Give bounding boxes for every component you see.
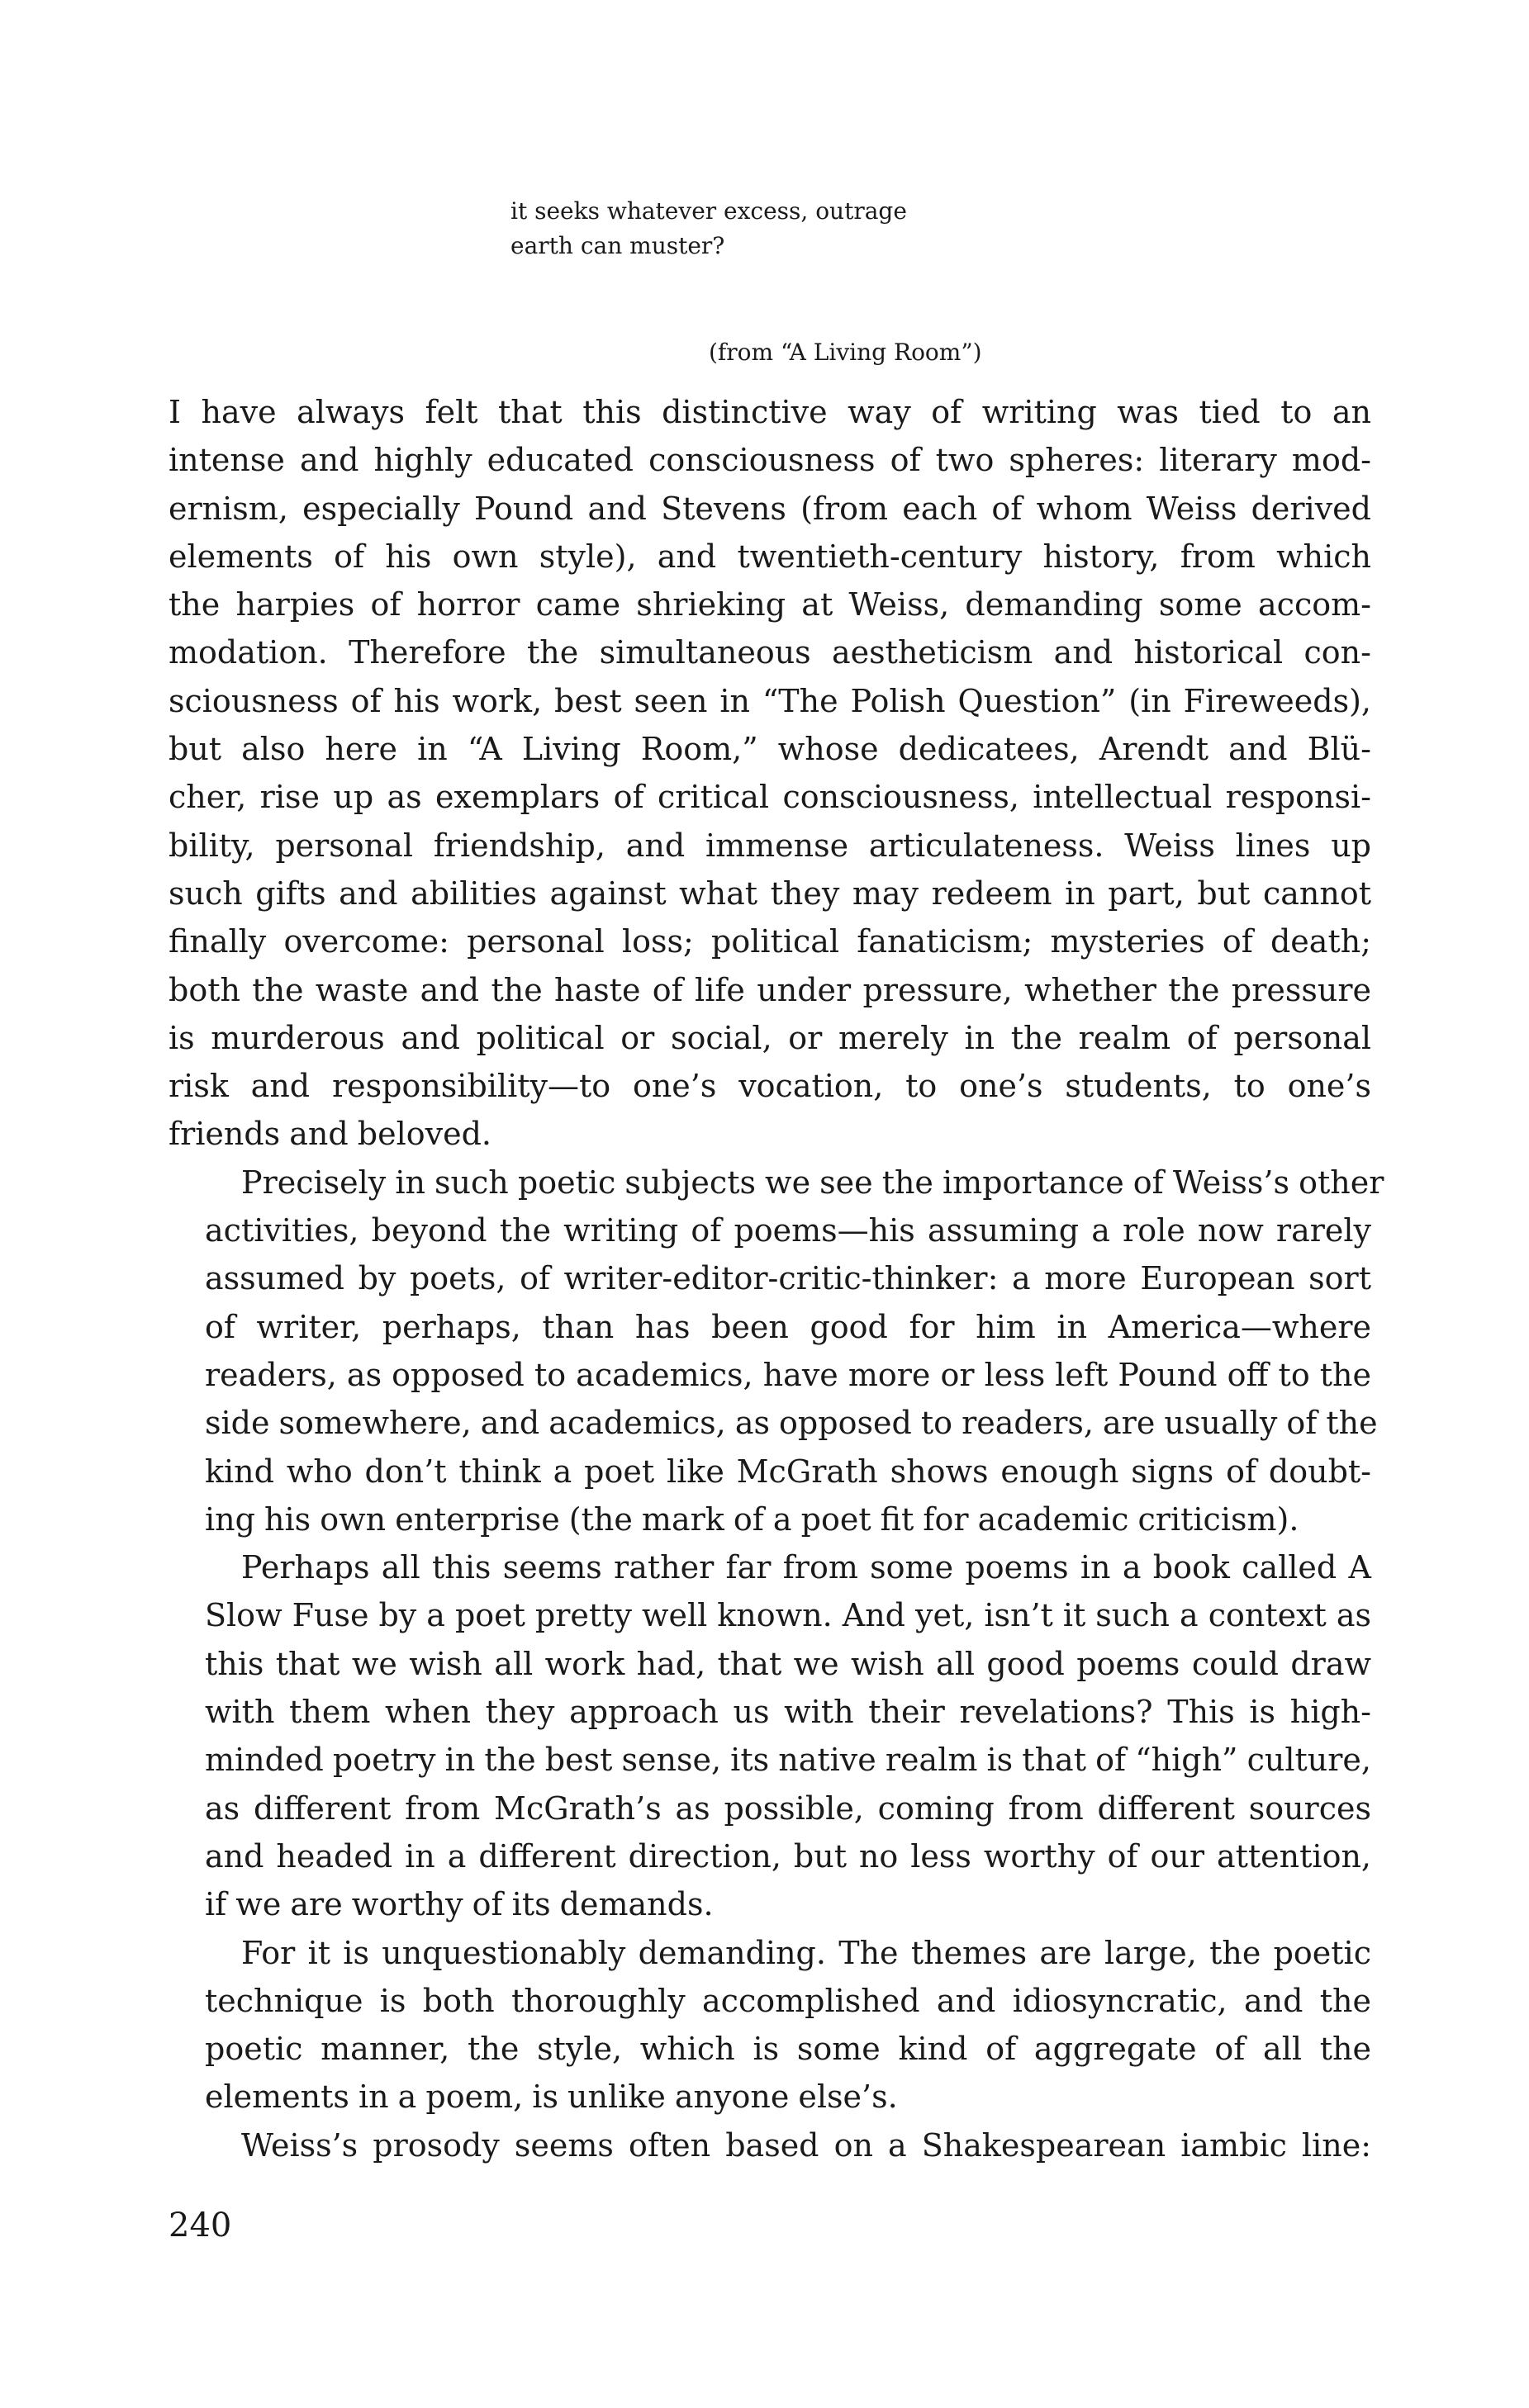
text-line: bility, personal friendship, and immense articulateness. Weiss lines up: [169, 827, 1371, 864]
text-line: cher, rise up as exemplars of critical consciousness, intellectual responsi-: [169, 779, 1371, 816]
text-line: assumed by poets, of writer-editor-critic-thinker: a more European sort: [205, 1260, 1371, 1297]
epigraph-line: earth can muster?: [510, 232, 725, 259]
text-line: but also here in “A Living Room,” whose dedicatees, Arendt and Blü-: [169, 731, 1371, 768]
text-line: elements in a poem, is unlike anyone else’s.: [205, 2079, 898, 2116]
paragraph: [169, 388, 1371, 1159]
paragraph: [169, 2121, 1371, 2169]
text-line: this that we wish all work had, that we wish all good poems could draw: [205, 1645, 1371, 1682]
text-line: kind who don’t think a poet like McGrath shows enough signs of doubt-: [205, 1453, 1371, 1490]
text-line: of writer, perhaps, than has been good for him in America—where: [205, 1308, 1371, 1345]
text-line: the harpies of horror came shrieking at Weiss, demanding some accom-: [169, 586, 1371, 623]
paragraph: [169, 1543, 1371, 1928]
text-line: elements of his own style), and twentieth-century history, from which: [169, 538, 1371, 575]
text-line: intense and highly educated consciousness of two spheres: literary mod-: [169, 442, 1371, 479]
text-line: finally overcome: personal loss; political fanaticism; mysteries of death;: [169, 923, 1371, 960]
text-line: risk and responsibility—to one’s vocation, to one’s students, to one’s: [169, 1068, 1371, 1105]
text-line: activities, beyond the writing of poems—his assuming a role now rarely: [205, 1212, 1371, 1249]
text-line: Slow Fuse by a poet pretty well known. And yet, isn’t it such a context as: [205, 1597, 1371, 1634]
text-line: ing his own enterprise (the mark of a poet fit for academic criticism).: [205, 1500, 1299, 1538]
paragraph: [169, 1929, 1371, 2121]
text-line: side somewhere, and academics, as opposed to readers, are usually of the: [205, 1405, 1378, 1442]
body-text: [169, 388, 1384, 2169]
text-line: if we are worthy of its demands.: [205, 1886, 714, 1923]
text-line: both the waste and the haste of life under pressure, whether the pressure: [169, 971, 1371, 1008]
text-line: For it is unquestionably demanding. The themes are large, the poetic: [241, 1934, 1371, 1971]
text-line: friends and beloved.: [169, 1116, 491, 1153]
text-line: and headed in a different direction, but no less worthy of our attention,: [205, 1837, 1371, 1875]
paragraph: [169, 1159, 1384, 1543]
text-line: minded poetry in the best sense, its native realm is that of “high” culture,: [205, 1742, 1371, 1779]
text-line: technique is both thoroughly accomplished and idiosyncratic, and the: [205, 1982, 1371, 2019]
text-line: poetic manner, the style, which is some kind of aggregate of all the: [205, 2031, 1371, 2068]
text-line: readers, as opposed to academics, have more or less left Pound off to the: [205, 1356, 1371, 1393]
text-line: Perhaps all this seems rather far from some poems in a book called A: [241, 1549, 1371, 1586]
epigraph: [510, 194, 907, 263]
text-line: is murderous and political or social, or merely in the realm of personal: [169, 1019, 1371, 1056]
text-line: Weiss’s prosody seems often based on a Shakespearean iambic line:: [241, 2126, 1371, 2164]
text-line: Precisely in such poetic subjects we see the importance of Weiss’s other: [241, 1164, 1384, 1201]
page-number: 240: [169, 2207, 232, 2244]
text-line: sciousness of his work, best seen in “The Polish Question” (in Fireweeds),: [169, 682, 1371, 719]
text-line: with them when they approach us with their revelations? This is high-: [205, 1694, 1371, 1731]
text-line: modation. Therefore the simultaneous aestheticism and historical con-: [169, 634, 1371, 671]
text-line: ernism, especially Pound and Stevens (from each of whom Weiss derived: [169, 490, 1371, 527]
text-line: such gifts and abilities against what they may redeem in part, but cannot: [169, 875, 1371, 912]
text-line: as different from McGrath’s as possible, coming from different sources: [205, 1789, 1371, 1827]
epigraph-line: it seeks whatever excess, outrage: [510, 197, 907, 225]
epigraph-source: (from “A Living Room”): [709, 339, 982, 366]
text-line: I have always felt that this distinctive way of writing was tied to an: [169, 394, 1371, 430]
